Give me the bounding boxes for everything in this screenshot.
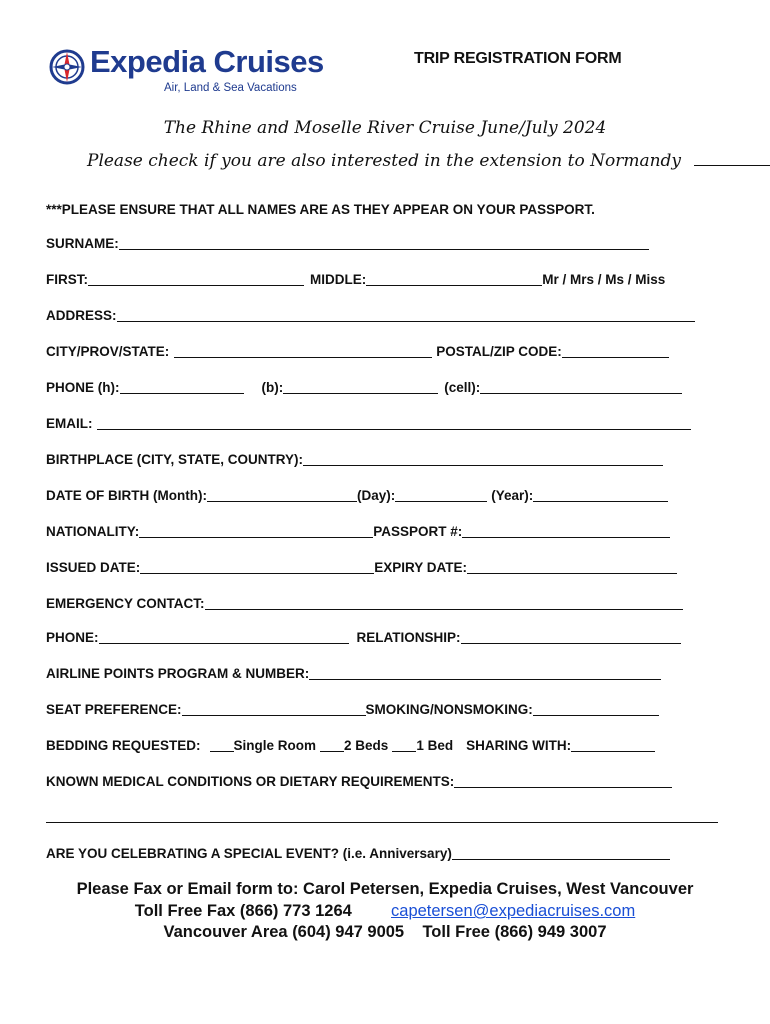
city-field[interactable]	[174, 345, 432, 358]
title-options[interactable]: Mr / Mrs / Ms / Miss	[542, 272, 666, 287]
smoking-label: SMOKING/NONSMOKING:	[365, 702, 533, 717]
middle-label: MIDDLE:	[310, 272, 367, 287]
bed-two-checkbox[interactable]	[320, 739, 344, 752]
footer-email-link[interactable]: capetersen@expediacruises.com	[391, 902, 636, 920]
email-field[interactable]	[97, 417, 691, 430]
dob-year-label: (Year):	[491, 488, 534, 503]
passport-field[interactable]	[462, 525, 670, 538]
bedding-label: BEDDING REQUESTED:	[46, 738, 201, 753]
birthplace-field[interactable]	[303, 453, 663, 466]
emergency-phone-field[interactable]	[99, 631, 349, 644]
phone-cell-field[interactable]	[480, 381, 682, 394]
extension-checkbox-line[interactable]	[694, 164, 770, 166]
sharing-label: SHARING WITH:	[466, 738, 572, 753]
passport-note: ***PLEASE ENSURE THAT ALL NAMES ARE AS THEY APPEAR ON YOUR PASSPORT.	[46, 202, 595, 217]
bed-one-label: 1 Bed	[416, 738, 454, 753]
seat-row	[46, 702, 659, 717]
address-row	[46, 308, 695, 323]
relationship-label: RELATIONSHIP:	[356, 630, 461, 645]
address-field[interactable]	[117, 309, 695, 322]
surname-row	[46, 236, 649, 251]
birthplace-label: BIRTHPLACE (CITY, STATE, COUNTRY):	[46, 452, 303, 467]
postal-label: POSTAL/ZIP CODE:	[436, 344, 562, 359]
dob-month-field[interactable]	[207, 489, 357, 502]
email-row	[46, 416, 691, 431]
bed-one-checkbox[interactable]	[392, 739, 416, 752]
special-event-field[interactable]	[452, 847, 670, 860]
sharing-field[interactable]	[571, 739, 655, 752]
special-event-label: ARE YOU CELEBRATING A SPECIAL EVENT? (i.e. Anniversary)	[46, 846, 452, 861]
surname-label: SURNAME:	[46, 236, 119, 251]
compass-icon	[48, 48, 86, 86]
first-label: FIRST:	[46, 272, 88, 287]
airline-label: AIRLINE POINTS PROGRAM & NUMBER:	[46, 666, 310, 681]
city-row	[46, 344, 669, 359]
birthplace-row	[46, 452, 663, 467]
footer-contact-line: Please Fax or Email form to: Carol Petersen, Expedia Cruises, West Vancouver	[76, 880, 694, 898]
extension-prompt-row	[87, 151, 770, 171]
brand-tagline: Air, Land & Sea Vacations	[164, 82, 297, 94]
airline-field[interactable]	[309, 667, 661, 680]
phone-home-field[interactable]	[120, 381, 244, 394]
dob-day-field[interactable]	[395, 489, 487, 502]
relationship-field[interactable]	[461, 631, 681, 644]
brand-name: Expedia Cruises	[90, 44, 324, 79]
surname-field[interactable]	[119, 237, 649, 250]
dob-year-field[interactable]	[533, 489, 668, 502]
dob-day-label: (Day):	[356, 488, 396, 503]
issued-label: ISSUED DATE:	[46, 560, 141, 575]
emergency-field[interactable]	[205, 597, 683, 610]
postal-field[interactable]	[562, 345, 669, 358]
special-event-row	[46, 846, 670, 861]
medical-label: KNOWN MEDICAL CONDITIONS OR DIETARY REQUIREMENTS:	[46, 774, 455, 789]
extension-prompt: Please check if you are also interested in the extension to Normandy	[87, 151, 682, 171]
address-label: ADDRESS:	[46, 308, 117, 323]
phone-cell-label: (cell):	[444, 380, 481, 395]
emergency-row	[46, 596, 683, 611]
middle-field[interactable]	[366, 273, 542, 286]
bedding-row	[46, 738, 655, 753]
emergency-phone-label: PHONE:	[46, 630, 99, 645]
footer-phones: Vancouver Area (604) 947 9005 Toll Free (866) 949 3007	[163, 923, 607, 941]
bed-single-checkbox[interactable]	[210, 739, 234, 752]
first-field[interactable]	[88, 273, 304, 286]
nationality-field[interactable]	[139, 525, 373, 538]
nationality-label: NATIONALITY:	[46, 524, 140, 539]
medical-row	[46, 774, 672, 789]
smoking-field[interactable]	[533, 703, 659, 716]
passport-label: PASSPORT #:	[373, 524, 463, 539]
bed-two-label: 2 Beds	[344, 738, 389, 753]
footer-fax-row	[0, 902, 770, 921]
dob-month-label: DATE OF BIRTH (Month):	[46, 488, 207, 503]
airline-row	[46, 666, 661, 681]
emergency-phone-row	[46, 630, 681, 645]
phone-business-label: (b):	[261, 380, 284, 395]
email-label: EMAIL:	[46, 416, 93, 431]
form-title: TRIP REGISTRATION FORM	[414, 50, 622, 67]
emergency-label: EMERGENCY CONTACT:	[46, 596, 205, 611]
phone-business-field[interactable]	[283, 381, 438, 394]
medical-continued-row	[46, 810, 718, 824]
footer-phone-line	[0, 923, 770, 942]
phone-home-label: PHONE (h):	[46, 380, 120, 395]
bed-single-label: Single Room	[233, 738, 317, 753]
trip-name: The Rhine and Moselle River Cruise June/July 2024	[163, 118, 607, 138]
expiry-field[interactable]	[467, 561, 677, 574]
footer-fax: Toll Free Fax (866) 773 1264	[134, 902, 352, 920]
expiry-label: EXPIRY DATE:	[374, 560, 468, 575]
medical-field[interactable]	[454, 775, 672, 788]
name-row	[46, 272, 665, 287]
city-label: CITY/PROV/STATE:	[46, 344, 170, 359]
dob-row	[46, 488, 668, 503]
issued-row	[46, 560, 677, 575]
seat-field[interactable]	[182, 703, 366, 716]
medical-field-continued[interactable]	[46, 810, 718, 823]
phone-row	[46, 380, 682, 395]
issued-field[interactable]	[140, 561, 374, 574]
seat-label: SEAT PREFERENCE:	[46, 702, 182, 717]
nationality-row	[46, 524, 670, 539]
expedia-cruises-logo	[46, 44, 326, 96]
